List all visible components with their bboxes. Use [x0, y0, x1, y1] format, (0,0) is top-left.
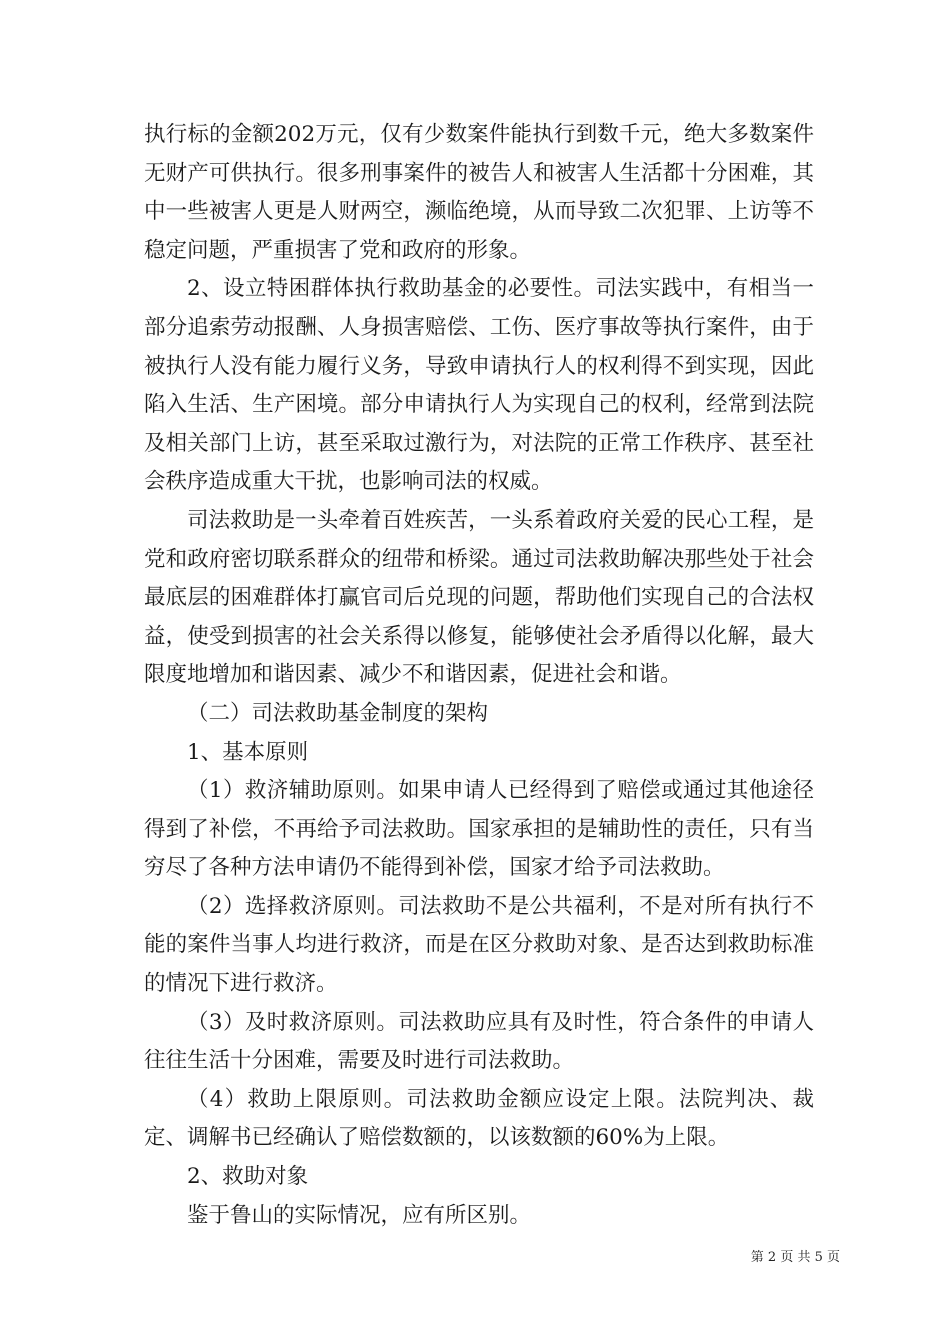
subheading-basic-principles: 1、基本原则 — [187, 739, 309, 765]
page-number: 第 2 页 共 5 页 — [750, 1250, 840, 1265]
paragraph-principle-2: （2）选择救济原则。司法救助不是公共福利，不是对所有执行不能的案件当事人均进行救济，而是在区分救助对象、是否达到救助标准的情况下进行救济。 — [144, 893, 814, 997]
paragraph-continuation: 执行标的金额202万元，仅有少数案件能执行到数千元，绝大多数案件无财产可供执行。很多刑事案件的被告人和被害人生活都十分困难，其中一些被害人更是人财两空，濒临绝境，从而导致二次犯罪、上访等不稳定问题，严重损害了党和政府的形象。 — [144, 122, 814, 263]
paragraph-judicial-aid: 司法救助是一头牵着百姓疾苦，一头系着政府关爱的民心工程，是党和政府密切联系群众的纽带和桥梁。通过司法救助解决那些处于社会最底层的困难群体打赢官司后兑现的问题，帮助他们实现自己的合法权益，使受到损害的社会关系得以修复，能够使社会矛盾得以化解，最大限度地增加和谐因素、减少不和谐因素，促进社会和谐。 — [144, 507, 814, 688]
paragraph-principle-1: （1）救济辅助原则。如果申请人已经得到了赔偿或通过其他途径得到了补偿，不再给予司法救助。国家承担的是辅助性的责任，只有当穷尽了各种方法申请仍不能得到补偿，国家才给予司法救助。 — [144, 778, 814, 881]
paragraph-principle-3: （3）及时救济原则。司法救助应具有及时性，符合条件的申请人往往生活十分困难，需要及时进行司法救助。 — [144, 1009, 814, 1074]
section-heading-framework: （二）司法救助基金制度的架构 — [187, 700, 489, 726]
paragraph-lushan: 鉴于鲁山的实际情况，应有所区别。 — [187, 1202, 532, 1228]
paragraph-necessity: 2、设立特困群体执行救助基金的必要性。司法实践中，有相当一部分追索劳动报酬、人身损害赔偿、工伤、医疗事故等执行案件，由于被执行人没有能力履行义务，导致申请执行人的权利得不到实现，因此陷入生活、生产困境。部分申请执行人为实现自己的权利，经常到法院及相关部门上访，甚至采取过激行为，对法院的正常工作秩序、甚至社会秩序造成重大干扰，也影响司法的权威。 — [144, 276, 814, 495]
subheading-aid-recipients: 2、救助对象 — [187, 1164, 309, 1190]
document-body — [144, 116, 814, 1235]
paragraph-principle-4: （4）救助上限原则。司法救助金额应设定上限。法院判决、裁定、调解书已经确认了赔偿数额的，以该数额的60%为上限。 — [144, 1086, 814, 1151]
